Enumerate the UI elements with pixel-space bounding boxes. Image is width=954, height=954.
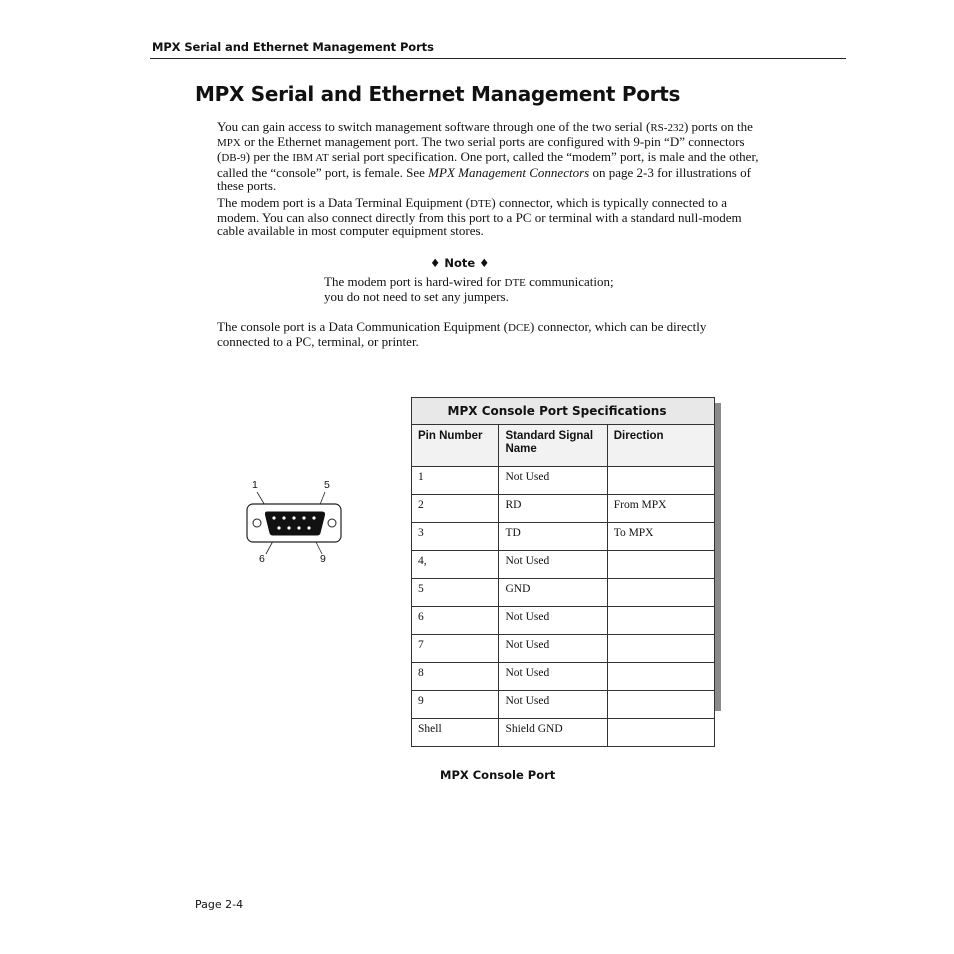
cross-reference-link[interactable]: MPX Management Connectors [428, 164, 590, 180]
direction-cell [607, 607, 714, 635]
signal-cell: Not Used [499, 635, 607, 663]
signal-cell: GND [499, 579, 607, 607]
text: You can gain access to switch management software through one of the two serial ( [217, 119, 651, 134]
text-ibm-at: IBM AT [292, 152, 329, 165]
paragraph-modem-port [217, 196, 762, 238]
table-row [412, 579, 715, 607]
pin-label-6: 6 [259, 553, 265, 565]
text: The modem port is hard-wired for [324, 274, 505, 289]
column-header-direction: Direction [607, 425, 714, 467]
page-number: Page 2-4 [195, 898, 244, 911]
table-row [412, 691, 715, 719]
note-body [324, 275, 624, 304]
direction-cell [607, 663, 714, 691]
pin-cell: 6 [412, 607, 499, 635]
text-dte: DTE [504, 277, 526, 289]
text-dce: DCE [508, 322, 530, 334]
text-dte: DTE [470, 198, 492, 210]
section-title: MPX Serial and Ethernet Management Ports [195, 82, 681, 106]
signal-cell: Not Used [499, 607, 607, 635]
text: or the Ethernet management port. The two serial ports are configured with 9-pin “D” connectors ( [217, 134, 745, 165]
table-row [412, 495, 715, 523]
table-row [412, 607, 715, 635]
direction-cell [607, 635, 714, 663]
pin-cell: 7 [412, 635, 499, 663]
db9-connector-diagram [240, 476, 350, 568]
direction-cell [607, 551, 714, 579]
direction-cell [607, 719, 714, 747]
direction-cell [607, 579, 714, 607]
direction-cell [607, 467, 714, 495]
text: ) per the [245, 149, 293, 165]
text: serial port specification. One port, called the “modem” port, is male and the other, called the “console” port, is female. See [217, 149, 759, 180]
text: on page 2-3 for illustrations of these ports. [217, 164, 751, 193]
text: ) ports on the [683, 119, 753, 134]
signal-cell: RD [499, 495, 607, 523]
direction-cell: From MPX [607, 495, 714, 523]
signal-cell: Not Used [499, 691, 607, 719]
table-row [412, 719, 715, 747]
text: communication; you do not need to set any jumpers. [324, 274, 614, 304]
direction-cell [607, 691, 714, 719]
column-header-pin-number: Pin Number [412, 425, 499, 467]
text-mpx: MPX [217, 137, 241, 150]
figure-caption: MPX Console Port [440, 768, 556, 782]
pin-cell: 4, [412, 551, 499, 579]
text: ) connector, which is typically connected to a modem. You can also connect directly from this port to a PC or terminal with a standard null-modem cable available in most computer equipment stores. [217, 195, 742, 239]
column-header-signal-name: Standard Signal Name [499, 425, 607, 467]
table-caption: MPX Console Port Specifications [412, 398, 715, 425]
signal-cell: Not Used [499, 551, 607, 579]
pin-cell: 9 [412, 691, 499, 719]
signal-cell: Not Used [499, 467, 607, 495]
signal-cell: Not Used [499, 663, 607, 691]
pin-cell: 2 [412, 495, 499, 523]
text: ) connector, which can be directly connected to a PC, terminal, or printer. [217, 319, 707, 350]
table-row [412, 551, 715, 579]
pin-cell: 8 [412, 663, 499, 691]
table-row [412, 467, 715, 495]
text: The console port is a Data Communication Equipment ( [217, 319, 508, 334]
running-header: MPX Serial and Ethernet Management Ports [152, 40, 434, 54]
pin-label-1: 1 [252, 479, 258, 491]
text-rs232: RS-232 [650, 122, 684, 134]
pin-cell: 3 [412, 523, 499, 551]
console-port-spec-table [411, 397, 715, 747]
direction-cell: To MPX [607, 523, 714, 551]
table-row [412, 523, 715, 551]
header-rule [150, 58, 846, 59]
signal-cell: TD [499, 523, 607, 551]
text-db9: DB-9 [221, 152, 246, 165]
table-row [412, 663, 715, 691]
text: The modem port is a Data Terminal Equipment ( [217, 195, 471, 210]
note-title: ♦ Note ♦ [430, 256, 490, 270]
pin-cell: Shell [412, 719, 499, 747]
signal-cell: Shield GND [499, 719, 607, 747]
pin-label-5: 5 [324, 479, 330, 491]
paragraph-serial-ports [217, 120, 762, 192]
pin-cell: 1 [412, 467, 499, 495]
pin-cell: 5 [412, 579, 499, 607]
table-row [412, 635, 715, 663]
pin-label-9: 9 [320, 553, 326, 565]
paragraph-console-port [217, 320, 762, 348]
